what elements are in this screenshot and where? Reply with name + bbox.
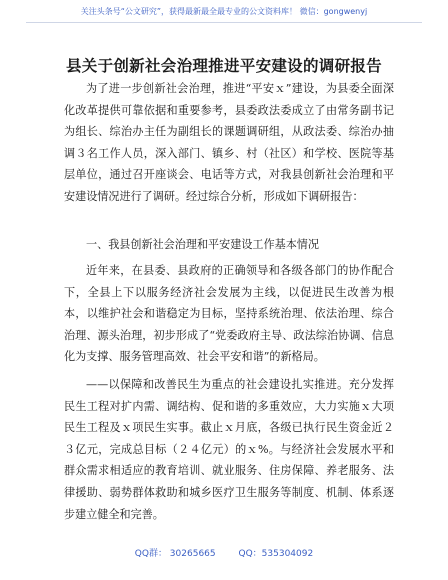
document-title: 县关于创新社会治理推进平安建设的调研报告	[65, 57, 382, 75]
section-heading: 一、我县创新社会治理和平安建设工作基本情况	[86, 238, 319, 251]
promo-banner: 关注头条号“公文研究”，获得最新最全最专业的公文资料库！ 微信：gongwenyj	[80, 7, 368, 16]
qq-group-text: QQ群： 30265665	[134, 549, 216, 559]
contact-footer	[0, 546, 448, 559]
livelihood-paragraph: ——以保障和改善民生为重点的社会建设扎实推进。充分发挥民生工程对扩内需、调结构、促和谐的多重效应，大力实施ｘ大项民生工程及ｘ项民生实事。截止ｘ月底，各级已执行民生资金近２３亿元，完成总目标（２４亿元）的ｘ%。与经济社会发展水平和群众需求相适应的教育培训、就业服务、住房保障、养老服务、法律援助、弱势群体救助和城乡医疗卫生服务等制度、机制、体系逐步建立健全和完善。	[64, 378, 394, 521]
qq-number-text: QQ：535304092	[238, 549, 314, 559]
header-divider	[26, 22, 422, 23]
intro-paragraph: 为了进一步创新社会治理，推进“平安ｘ”建设，为县委全面深化改革提供可靠依据和重要参考，县委政法委成立了由常务副书记为组长、综治办主任为副组长的课题调研组，从政法委、综治办抽调３名工作人员，深入部门、镇乡、村（社区）和学校、医院等基层单位，通过召开座谈会、电话等方式，对我县创新社会治理和平安建设情况进行了调研。经过综合分析，形成如下调研报告：	[64, 82, 394, 203]
basic-situation-paragraph: 近年来，在县委、县政府的正确领导和各级各部门的协作配合下，全县上下以服务经济社会发展为主线，以促进民生改善为根本，以维护社会和谐稳定为目标，坚持系统治理、依法治理、综合治理、源头治理，初步形成了“党委政府主导、政法综治协调、信息化为支撑、服务管理高效、社会平安和谐”的新格局。	[64, 264, 394, 364]
